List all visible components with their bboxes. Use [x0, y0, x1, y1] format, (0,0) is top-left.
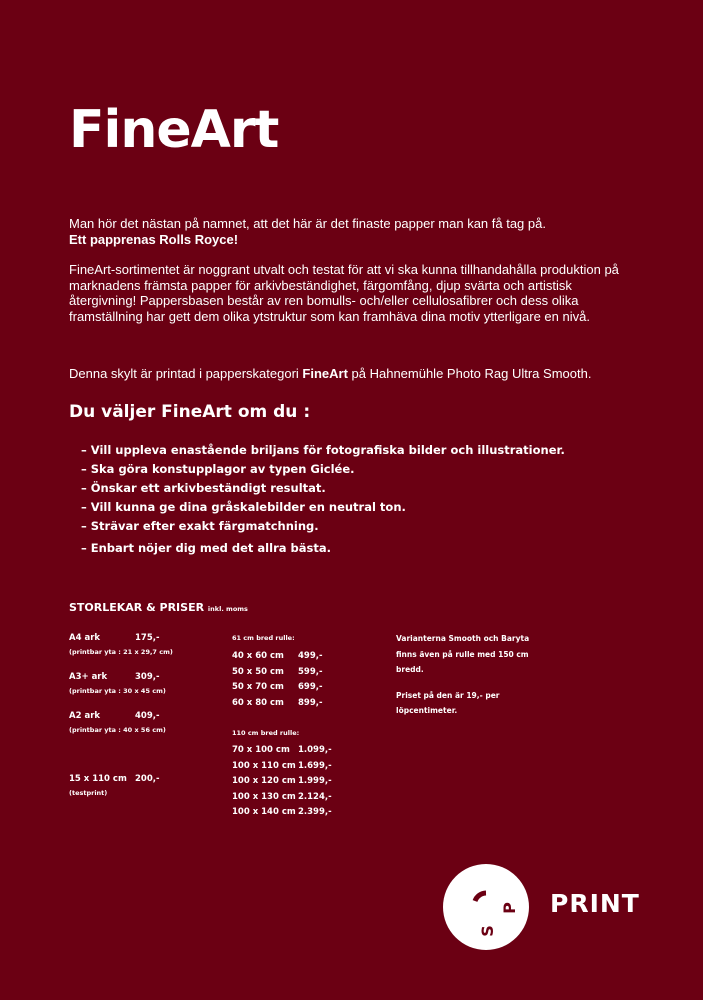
table-row [232, 649, 372, 665]
printed-on-note [69, 366, 629, 382]
reasons-list [81, 441, 565, 558]
intro-paragraph [69, 216, 629, 247]
roll-price: 2.399,- [298, 807, 332, 817]
roll-price: 699,- [298, 682, 323, 692]
roll-110-group [232, 728, 372, 821]
intro-tagline: Ett papprenas Rolls Royce! [69, 231, 239, 247]
sheet-price: 175,- [135, 633, 160, 643]
choose-heading: Du väljer FineArt om du : [69, 402, 311, 422]
logo-letter-p: P [500, 902, 519, 914]
sheet-note: (printbar yta : 40 x 56 cm) [69, 726, 166, 734]
sizes-heading-note: inkl. moms [207, 605, 248, 613]
printed-on-before: Denna skylt är printad i papperskategori [69, 366, 303, 381]
print-wordmark: PRINT [550, 889, 640, 918]
table-row [232, 743, 372, 759]
page-title: FineArt [69, 100, 279, 160]
logo-letter-s: S [478, 925, 497, 937]
roll-price: 899,- [298, 697, 323, 708]
sheet-note: (printbar yta : 30 x 45 cm) [69, 687, 166, 695]
price-per-cm-note: Priset på den är 19,- per löpcentimeter. [396, 690, 500, 715]
list-item: – Vill uppleva enastående briljans för fotografiska bilder och illustrationer. [81, 443, 565, 457]
roll-price: 1.699,- [298, 760, 332, 771]
roll-size: 100 x 120 cm [232, 776, 296, 786]
printed-on-category: FineArt [302, 366, 348, 381]
roll-size: 100 x 130 cm [232, 791, 296, 802]
roll-price: 1.099,- [298, 745, 332, 755]
sizes-heading-text: STORLEKAR & PRISER [69, 601, 205, 614]
list-item: – Strävar efter exakt färgmatchning. [81, 519, 319, 533]
list-item: – Önskar ett arkivbeständigt resultat. [81, 481, 326, 495]
sheet-note: (printbar yta : 21 x 29,7 cm) [69, 648, 173, 656]
roll-size: 70 x 100 cm [232, 745, 290, 755]
roll-size: 60 x 80 cm [232, 697, 284, 708]
roll-price: 2.124,- [298, 791, 332, 802]
roll-price: 599,- [298, 666, 323, 677]
sp-logo-mark [443, 864, 529, 950]
table-row [232, 665, 372, 681]
sheet-price: 309,- [135, 672, 160, 682]
roll-size: 50 x 50 cm [232, 666, 284, 677]
roll-price: 1.999,- [298, 776, 332, 786]
table-row [232, 680, 372, 696]
list-item: – Ska göra konstupplagor av typen Giclée. [81, 462, 355, 476]
roll-110-heading: 110 cm bred rulle: [232, 729, 300, 737]
sheet-name: A2 ark [69, 711, 101, 721]
list-item: – Vill kunna ge dina gråskalebilder en neutral ton. [81, 500, 406, 514]
sp-logo [443, 864, 529, 950]
variant-note: Varianterna Smooth och Baryta finns även på rulle med 150 cm bredd. [396, 634, 530, 674]
sheet-price: 200,- [135, 774, 160, 784]
roll-price: 499,- [298, 651, 323, 661]
printed-on-after: på Hahnemühle Photo Rag Ultra Smooth. [347, 366, 592, 381]
table-row [232, 790, 372, 806]
roll-61-heading: 61 cm bred rulle: [232, 634, 295, 642]
roll-size: 40 x 60 cm [232, 651, 284, 661]
sheet-price: 409,- [135, 711, 160, 721]
roll-size: 100 x 110 cm [232, 760, 296, 771]
sheet-note: (testprint) [69, 789, 108, 797]
table-row [232, 805, 372, 821]
sheet-name: A3+ ark [69, 672, 108, 682]
table-row [232, 774, 372, 790]
roll-61-group [232, 633, 372, 711]
table-row [232, 696, 372, 712]
price-notes [396, 631, 546, 729]
sheet-name: 15 x 110 cm [69, 774, 127, 784]
roll-size: 100 x 140 cm [232, 807, 296, 817]
table-row [232, 759, 372, 775]
list-item: – Enbart nöjer dig med det allra bästa. [81, 541, 331, 555]
intro-line: Man hör det nästan på namnet, att det här är det finaste papper man kan få tag på. [69, 216, 546, 231]
sizes-heading [69, 601, 248, 614]
sheet-name: A4 ark [69, 633, 101, 643]
description-paragraph: FineArt-sortimentet är noggrant utvalt och testat för att vi ska kunna tillhandahålla produktion på marknadens främsta papper för arkivbeständighet, färgomfång, djup svärta och artistisk återgivning! Pappersbasen består av ren bomulls- och/eller cellulosafibrer och dess olika framställning har gett dem olika ytstruktur som kan framhäva dina motiv ytterligare en nivå. [69, 262, 619, 324]
roll-size: 50 x 70 cm [232, 682, 284, 692]
